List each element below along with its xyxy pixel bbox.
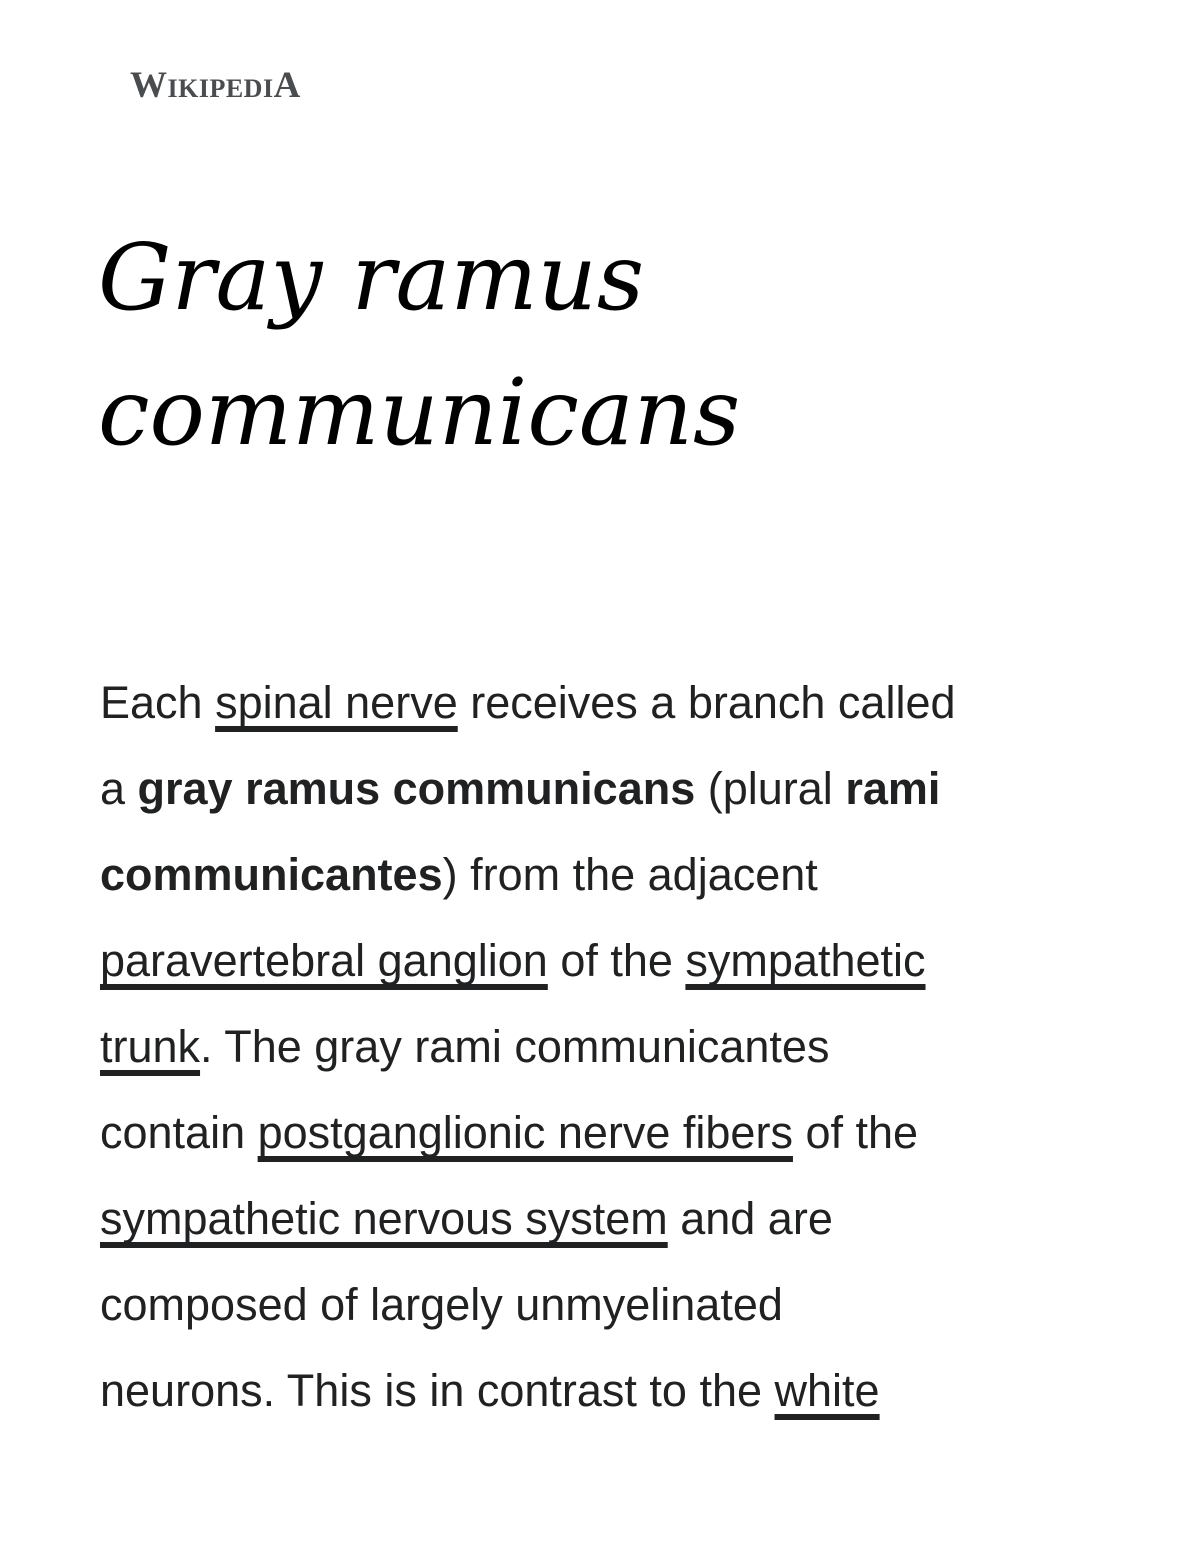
paragraph-line bbox=[100, 918, 1110, 1004]
text-run: of the bbox=[792, 1107, 919, 1158]
bold-text: communicantes bbox=[100, 849, 443, 900]
link-sympathetic-trunk[interactable]: trunk bbox=[100, 1021, 201, 1072]
text-run: composed of largely unmyelinated bbox=[100, 1279, 783, 1330]
paragraph-line bbox=[100, 1090, 1110, 1176]
paragraph-line bbox=[100, 746, 1110, 832]
page-title bbox=[98, 210, 1200, 480]
text-run: receives a branch called bbox=[457, 677, 956, 728]
text-run: . The gray rami communicantes bbox=[200, 1021, 830, 1072]
text-run: contain bbox=[100, 1107, 258, 1158]
text-run: (plural bbox=[695, 763, 846, 814]
text-run: of the bbox=[547, 935, 686, 986]
page-title-line: communicans bbox=[98, 359, 741, 466]
text-run: a bbox=[100, 763, 138, 814]
text-run: and are bbox=[667, 1193, 833, 1244]
paragraph-line bbox=[100, 1348, 1110, 1434]
link-paravertebral-ganglion[interactable]: paravertebral ganglion bbox=[100, 935, 548, 986]
intro-paragraph bbox=[100, 660, 1110, 1434]
bold-text: gray ramus communicans bbox=[137, 763, 696, 814]
link-sympathetic-nervous-system[interactable]: sympathetic nervous system bbox=[100, 1193, 668, 1244]
paragraph-line bbox=[100, 660, 1110, 746]
paragraph-line bbox=[100, 1262, 1110, 1348]
paragraph-line bbox=[100, 1004, 1110, 1090]
wikipedia-logo[interactable]: WikipediA bbox=[130, 65, 301, 106]
text-run: Each bbox=[100, 677, 216, 728]
bold-text: rami bbox=[845, 763, 941, 814]
page-title-line: Gray ramus bbox=[98, 224, 645, 331]
link-white-ramus-communicans[interactable]: white bbox=[774, 1365, 880, 1416]
paragraph-line bbox=[100, 832, 1110, 918]
text-run: ) from the adjacent bbox=[442, 849, 818, 900]
link-postganglionic-nerve-fibers[interactable]: postganglionic nerve fibers bbox=[257, 1107, 793, 1158]
link-sympathetic-trunk[interactable]: sympathetic bbox=[685, 935, 926, 986]
text-run: neurons. This is in contrast to the bbox=[100, 1365, 775, 1416]
paragraph-line bbox=[100, 1176, 1110, 1262]
link-spinal-nerve[interactable]: spinal nerve bbox=[215, 677, 458, 728]
